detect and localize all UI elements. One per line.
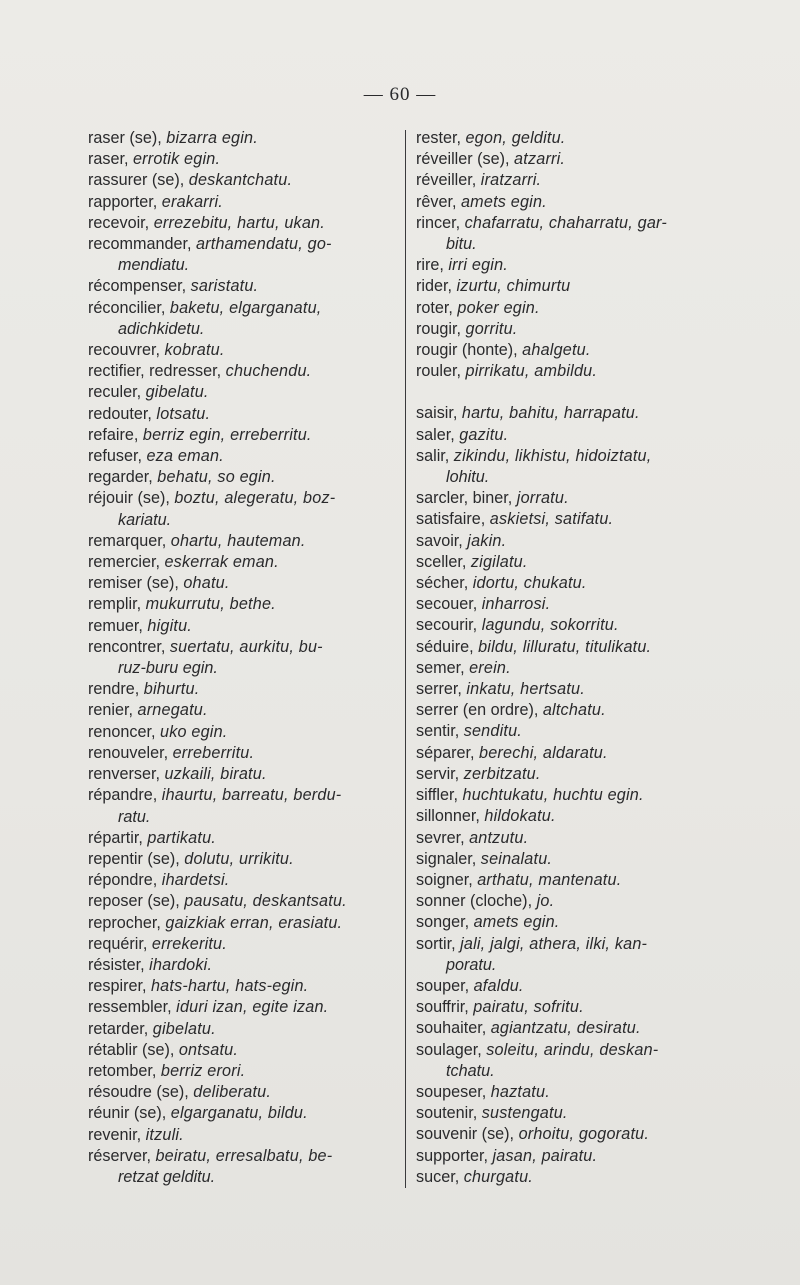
- dictionary-entry: [88, 743, 394, 764]
- headword: redouter,: [88, 404, 152, 423]
- dictionary-entry: [88, 891, 394, 912]
- headword: saler,: [416, 425, 455, 444]
- dictionary-entry: [416, 319, 726, 340]
- translation: zerbitzatu.: [463, 764, 541, 783]
- translation: antzutu.: [469, 828, 529, 847]
- headword: secourir,: [416, 616, 478, 635]
- translation: inkatu, hertsatu.: [466, 680, 585, 699]
- headword: respirer,: [88, 977, 147, 996]
- headword: résister,: [88, 955, 145, 974]
- dictionary-entry: [88, 340, 394, 361]
- translation: agiantzatu, desiratu.: [490, 1019, 641, 1038]
- translation: ihardetsi.: [161, 871, 230, 890]
- dictionary-entry: [88, 1040, 394, 1061]
- dictionary-entry: [88, 722, 394, 743]
- dictionary-entry: [416, 488, 726, 509]
- dictionary-entry: [88, 488, 394, 530]
- headword: rencontrer,: [88, 637, 166, 656]
- dictionary-entry: [88, 573, 394, 594]
- translation: afaldu.: [473, 976, 524, 995]
- translation: pirrikatu, ambildu.: [465, 362, 598, 381]
- translation: bildu, lilluratu, titulikatu.: [478, 637, 652, 656]
- dictionary-entry: [416, 849, 726, 870]
- dictionary-entry: [416, 679, 726, 700]
- headword: reposer (se),: [88, 892, 180, 911]
- translation: deliberatu.: [193, 1083, 272, 1102]
- headword: remercier,: [88, 553, 160, 572]
- dictionary-entry: [88, 913, 394, 934]
- headword: soigner,: [416, 870, 473, 889]
- dictionary-entry: [88, 213, 394, 234]
- dictionary-entry: [88, 764, 394, 785]
- translation-continuation: retzat gelditu.: [118, 1167, 216, 1186]
- headword: souffrir,: [416, 998, 469, 1017]
- headword: sécher,: [416, 574, 469, 593]
- dictionary-entry: [88, 404, 394, 425]
- dictionary-entry: [416, 721, 726, 742]
- translation: eza eman.: [146, 447, 224, 466]
- translation: amets egin.: [460, 192, 547, 211]
- dictionary-entry: [88, 870, 394, 891]
- headword: rendre,: [88, 680, 140, 699]
- dictionary-entry: [416, 997, 726, 1018]
- headword: salir,: [416, 446, 450, 465]
- dictionary-entry: [416, 446, 726, 488]
- dictionary-entry: [88, 976, 394, 997]
- translation: behatu, so egin.: [157, 468, 276, 487]
- translation: izurtu, chimurtu: [456, 277, 571, 296]
- dictionary-entry: [416, 615, 726, 636]
- dictionary-entry: [88, 149, 394, 170]
- dictionary-entry: [416, 255, 726, 276]
- translation: sustengatu.: [481, 1104, 568, 1123]
- dictionary-entry: [88, 1082, 394, 1103]
- headword: séparer,: [416, 743, 475, 762]
- headword: sucer,: [416, 1167, 460, 1186]
- translation: gibelatu.: [145, 383, 209, 402]
- headword: souhaiter,: [416, 1019, 487, 1038]
- dictionary-entry: [88, 1019, 394, 1040]
- dictionary-entry: [416, 213, 726, 255]
- translation: irri egin.: [448, 256, 508, 275]
- dictionary-entry: [416, 934, 726, 976]
- dictionary-entry: [88, 1146, 394, 1188]
- headword: souvenir (se),: [416, 1125, 515, 1144]
- translation: hildokatu.: [484, 807, 556, 826]
- headword: recevoir,: [88, 213, 150, 232]
- translation: pausatu, deskantsatu.: [184, 892, 347, 911]
- headword: rougir (honte),: [416, 341, 518, 360]
- translation: berriz erori.: [160, 1061, 246, 1080]
- headword: sonner (cloche),: [416, 892, 533, 911]
- translation-continuation: ratu.: [118, 807, 151, 826]
- dictionary-entry: [416, 552, 726, 573]
- dictionary-entry: [88, 128, 394, 149]
- headword: rapporter,: [88, 192, 158, 211]
- dictionary-entry: [88, 361, 394, 382]
- dictionary-entry: [88, 616, 394, 637]
- headword: renoncer,: [88, 722, 156, 741]
- translation: iratzarri.: [480, 171, 542, 190]
- translation: errekeritu.: [151, 934, 227, 953]
- headword: serrer,: [416, 680, 462, 699]
- translation: itzuli.: [145, 1125, 184, 1144]
- translation: higitu.: [147, 616, 192, 635]
- dictionary-entry: [416, 658, 726, 679]
- headword: rider,: [416, 277, 452, 296]
- translation: atzarri.: [514, 150, 566, 169]
- dictionary-entry: [88, 955, 394, 976]
- headword: rougir,: [416, 319, 461, 338]
- dictionary-entry: [416, 298, 726, 319]
- dictionary-entry: [88, 637, 394, 679]
- headword: signaler,: [416, 849, 477, 868]
- headword: remplir,: [88, 595, 142, 614]
- headword: servir,: [416, 764, 460, 783]
- dictionary-entry: [416, 976, 726, 997]
- right-column-r-section: [416, 128, 726, 382]
- dictionary-entry: [416, 1124, 726, 1145]
- headword: réunir (se),: [88, 1104, 167, 1123]
- headword: souper,: [416, 976, 470, 995]
- section-gap: [416, 382, 726, 403]
- headword: roter,: [416, 298, 453, 317]
- translation: chafarratu, chaharratu, gar-: [464, 213, 667, 232]
- translation: haztatu.: [490, 1082, 550, 1101]
- translation: iduri izan, egite izan.: [176, 998, 329, 1017]
- headword: retomber,: [88, 1061, 157, 1080]
- translation: pairatu, sofritu.: [473, 998, 584, 1017]
- dictionary-entry: [416, 1082, 726, 1103]
- headword: remarquer,: [88, 531, 167, 550]
- dictionary-entry: [416, 700, 726, 721]
- headword: sevrer,: [416, 828, 465, 847]
- translation: uko egin.: [160, 722, 228, 741]
- translation: ahalgetu.: [522, 341, 591, 360]
- headword: rouler,: [416, 362, 461, 381]
- headword: remuer,: [88, 616, 143, 635]
- headword: refaire,: [88, 425, 139, 444]
- translation: deskantchatu.: [188, 171, 293, 190]
- translation: errezebitu, hartu, ukan.: [153, 213, 325, 232]
- dictionary-entry: [416, 637, 726, 658]
- translation: inharrosi.: [481, 595, 551, 614]
- translation: ihardoki.: [149, 955, 213, 974]
- dictionary-entry: [416, 806, 726, 827]
- dictionary-entry: [88, 1125, 394, 1146]
- translation: uzkaili, biratu.: [164, 765, 267, 784]
- translation: ontsatu.: [178, 1040, 239, 1059]
- translation: jo.: [536, 892, 555, 911]
- headword: répandre,: [88, 786, 158, 805]
- dictionary-entry: [416, 128, 726, 149]
- dictionary-entry: [88, 679, 394, 700]
- headword: soupeser,: [416, 1082, 487, 1101]
- headword: soutenir,: [416, 1104, 478, 1123]
- translation: gorritu.: [465, 319, 518, 338]
- dictionary-entry: [416, 1103, 726, 1124]
- dictionary-entry: [416, 764, 726, 785]
- dictionary-entry: [416, 785, 726, 806]
- right-column-s-section: [416, 403, 726, 1188]
- headword: raser,: [88, 150, 129, 169]
- headword: raser (se),: [88, 129, 162, 147]
- dictionary-entry: [416, 340, 726, 361]
- dictionary-entry: [88, 425, 394, 446]
- dictionary-entry: [416, 594, 726, 615]
- translation: zigilatu.: [470, 552, 528, 571]
- dictionary-entry: [416, 743, 726, 764]
- translation: lotsatu.: [156, 404, 211, 423]
- dictionary-entry: [416, 912, 726, 933]
- translation: partikatu.: [147, 828, 216, 847]
- translation-continuation: bitu.: [446, 235, 477, 254]
- translation: boztu, alegeratu, boz-: [174, 489, 336, 508]
- translation: zikindu, likhistu, hidoiztatu,: [453, 446, 652, 465]
- headword: sentir,: [416, 722, 460, 741]
- dictionary-entry: [88, 467, 394, 488]
- translation-continuation: kariatu.: [118, 510, 172, 529]
- headword: résoudre (se),: [88, 1083, 189, 1102]
- headword: séduire,: [416, 637, 474, 656]
- headword: rire,: [416, 256, 444, 275]
- headword: revenir,: [88, 1125, 142, 1144]
- column-divider: [405, 130, 406, 1188]
- translation: arnegatu.: [137, 701, 208, 720]
- translation: ohatu.: [183, 574, 230, 593]
- translation: suertatu, aurkitu, bu-: [169, 637, 323, 656]
- dictionary-entry: [416, 573, 726, 594]
- dictionary-entry: [88, 785, 394, 827]
- dictionary-entry: [88, 276, 394, 297]
- translation: eskerrak eman.: [164, 553, 279, 572]
- translation: hats-hartu, hats-egin.: [150, 977, 309, 996]
- translation: berechi, aldaratu.: [479, 743, 608, 762]
- headword: reculer,: [88, 383, 142, 402]
- translation: ohartu, hauteman.: [170, 531, 306, 550]
- translation: dolutu, urrikitu.: [184, 849, 294, 868]
- headword: réjouir (se),: [88, 489, 170, 508]
- headword: satisfaire,: [416, 510, 486, 529]
- translation: lagundu, sokorritu.: [481, 616, 619, 635]
- translation: churgatu.: [463, 1167, 533, 1186]
- headword: rester,: [416, 129, 461, 147]
- translation: saristatu.: [190, 277, 259, 296]
- translation: bihurtu.: [143, 680, 200, 699]
- headword: répondre,: [88, 871, 158, 890]
- headword: remiser (se),: [88, 574, 179, 593]
- translation: soleitu, arindu, deskan-: [486, 1040, 659, 1059]
- dictionary-entry: [416, 170, 726, 191]
- headword: retarder,: [88, 1019, 149, 1038]
- translation: ihaurtu, barreatu, berdu-: [161, 786, 342, 805]
- dictionary-entry: [416, 1040, 726, 1082]
- translation: arthatu, mantenatu.: [477, 870, 622, 889]
- dictionary-entry: [416, 425, 726, 446]
- dictionary-entry: [88, 594, 394, 615]
- translation: gibelatu.: [152, 1019, 216, 1038]
- translation: askietsi, satifatu.: [489, 510, 614, 529]
- translation: idortu, chukatu.: [472, 574, 587, 593]
- translation: poker egin.: [457, 298, 540, 317]
- translation: altchatu.: [542, 701, 606, 720]
- translation: seinalatu.: [480, 849, 553, 868]
- headword: serrer (en ordre),: [416, 701, 539, 720]
- headword: renouveler,: [88, 743, 169, 762]
- dictionary-entry: [416, 870, 726, 891]
- dictionary-entry: [416, 1167, 726, 1188]
- headword: reprocher,: [88, 913, 161, 932]
- translation-continuation: adichkidetu.: [118, 319, 205, 338]
- translation: amets egin.: [473, 913, 560, 932]
- headword: rêver,: [416, 192, 457, 211]
- dictionary-entry: [416, 509, 726, 530]
- headword: soulager,: [416, 1040, 482, 1059]
- dictionary-entry: [416, 1018, 726, 1039]
- dictionary-entry: [416, 531, 726, 552]
- headword: réveiller,: [416, 171, 477, 190]
- dictionary-entry: [88, 700, 394, 721]
- headword: sceller,: [416, 552, 467, 571]
- headword: savoir,: [416, 531, 463, 550]
- translation: chuchendu.: [225, 362, 312, 381]
- translation: errotik egin.: [132, 150, 221, 169]
- left-column: [88, 128, 394, 1188]
- headword: rectifier, redresser,: [88, 362, 222, 381]
- dictionary-entry: [416, 1146, 726, 1167]
- headword: songer,: [416, 913, 470, 932]
- right-column: [416, 128, 726, 1188]
- dictionary-entry: [416, 149, 726, 170]
- headword: secouer,: [416, 595, 478, 614]
- headword: sortir,: [416, 934, 456, 953]
- translation: egon, gelditu.: [465, 129, 566, 147]
- headword: saisir,: [416, 404, 458, 423]
- headword: sillonner,: [416, 807, 480, 826]
- translation: jorratu.: [516, 489, 569, 508]
- dictionary-entry: [88, 446, 394, 467]
- translation: elgarganatu, bildu.: [170, 1104, 308, 1123]
- dictionary-entry: [416, 891, 726, 912]
- translation-continuation: lohitu.: [446, 468, 490, 487]
- headword: répartir,: [88, 828, 143, 847]
- dictionary-entry: [88, 997, 394, 1018]
- dictionary-entry: [88, 1061, 394, 1082]
- translation: gaizkiak erran, erasiatu.: [165, 913, 343, 932]
- dictionary-entry: [88, 531, 394, 552]
- headword: renverser,: [88, 765, 160, 784]
- headword: siffler,: [416, 786, 458, 805]
- translation: kobratu.: [164, 341, 225, 360]
- dictionary-entry: [88, 298, 394, 340]
- dictionary-entry: [88, 382, 394, 403]
- headword: rassurer (se),: [88, 171, 185, 190]
- headword: requérir,: [88, 934, 148, 953]
- dictionary-entry: [88, 170, 394, 191]
- headword: regarder,: [88, 468, 153, 487]
- translation: erakarri.: [161, 192, 223, 211]
- dictionary-entry: [88, 849, 394, 870]
- headword: rétablir (se),: [88, 1040, 175, 1059]
- page-number: — 60 —: [363, 84, 437, 105]
- translation: mukurrutu, bethe.: [145, 595, 276, 614]
- headword: ressembler,: [88, 998, 172, 1017]
- headword: sarcler, biner,: [416, 489, 513, 508]
- headword: recommander,: [88, 235, 192, 254]
- dictionary-entry: [88, 828, 394, 849]
- translation-continuation: tchatu.: [446, 1061, 495, 1080]
- dictionary-entry: [88, 552, 394, 573]
- dictionary-entry: [88, 234, 394, 276]
- dictionary-entry: [88, 934, 394, 955]
- headword: réveiller (se),: [416, 150, 510, 169]
- dictionary-entry: [88, 1103, 394, 1124]
- headword: renier,: [88, 701, 133, 720]
- translation: jasan, pairatu.: [492, 1146, 598, 1165]
- translation: orhoitu, gogoratu.: [518, 1125, 650, 1144]
- headword: semer,: [416, 658, 465, 677]
- dictionary-entry: [88, 192, 394, 213]
- translation-continuation: ruz-buru egin.: [118, 659, 218, 678]
- translation: jakin.: [467, 531, 507, 550]
- translation-continuation: poratu.: [446, 955, 497, 974]
- dictionary-entry: [416, 192, 726, 213]
- headword: récompenser,: [88, 277, 187, 296]
- headword: réconcilier,: [88, 298, 166, 317]
- headword: rincer,: [416, 213, 461, 232]
- translation: gazitu.: [459, 425, 509, 444]
- translation: erein.: [469, 658, 511, 677]
- headword: recouvrer,: [88, 341, 160, 360]
- headword: refuser,: [88, 447, 142, 466]
- dictionary-entry: [416, 361, 726, 382]
- translation: erreberritu.: [172, 743, 255, 762]
- dictionary-entry: [416, 828, 726, 849]
- headword: repentir (se),: [88, 849, 180, 868]
- translation: berriz egin, erreberritu.: [142, 425, 312, 444]
- translation: senditu.: [463, 722, 522, 741]
- translation: hartu, bahitu, harrapatu.: [461, 404, 640, 423]
- headword: supporter,: [416, 1146, 488, 1165]
- translation: baketu, elgarganatu,: [169, 298, 322, 317]
- translation-continuation: mendiatu.: [118, 256, 190, 275]
- headword: réserver,: [88, 1146, 151, 1165]
- translation: jali, jalgi, athera, ilki, kan-: [460, 934, 648, 953]
- translation: arthamendatu, go-: [195, 235, 332, 254]
- translation: bizarra egin.: [166, 129, 258, 147]
- dictionary-entry: [416, 276, 726, 297]
- translation: beiratu, erresalbatu, be-: [155, 1146, 333, 1165]
- dictionary-entry: [416, 403, 726, 424]
- translation: huchtukatu, huchtu egin.: [462, 786, 644, 805]
